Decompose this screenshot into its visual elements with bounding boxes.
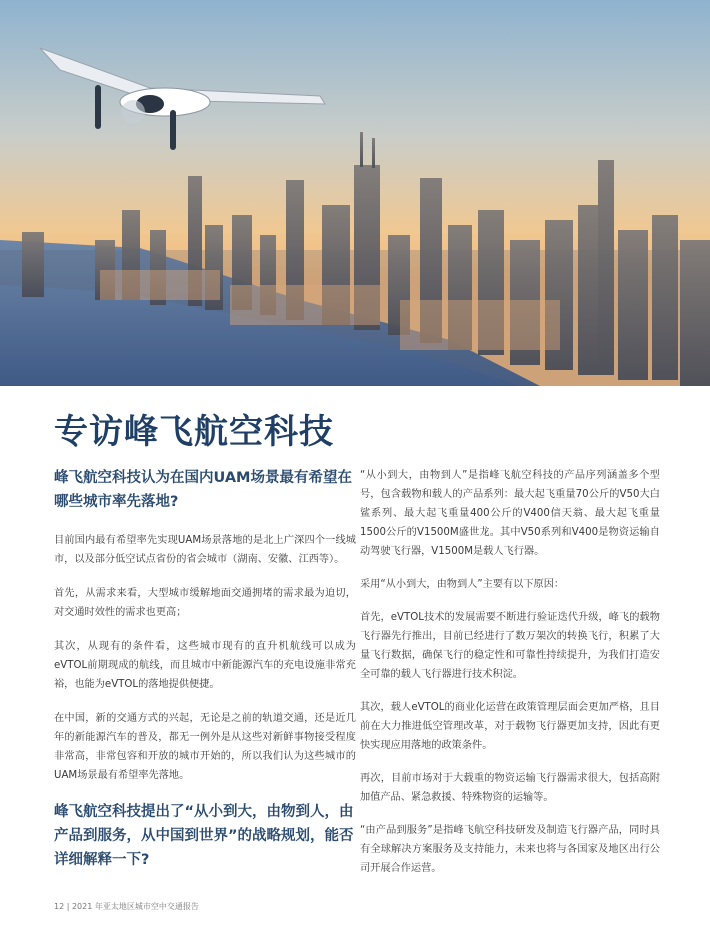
paragraph: 目前国内最有希望率先实现UAM场景落地的是北上广深四个一线城市，以及部分低空试点省份的省会城市（湖南、安徽、江西等）。: [54, 535, 356, 565]
question-2: 峰飞航空科技提出了“从小到大，由物到人，由产品到服务，从中国到世界”的战略规划，能否详细解释一下?: [54, 804, 354, 868]
left-column: [54, 466, 356, 889]
paragraph: 其次，载人eVTOL的商业化运营在政策管理层面会更加严格，且目前在大力推进低空管理改革，对于载物飞行器更加支持，因此有更快实现应用落地的政策条件。: [360, 702, 660, 751]
paragraph: 采用“从小到大，由物到人”主要有以下原因：: [360, 579, 565, 590]
paragraph: 首先，从需求来看，大型城市缓解地面交通拥堵的需求最为迫切，对交通时效性的需求也更高；: [54, 588, 356, 618]
page-title: 专访峰飞航空科技: [54, 412, 334, 452]
paragraph: “由产品到服务”是指峰飞航空科技研发及制造飞行器产品，同时具有全球解决方案服务及支持能力，未来也将与各国家及地区出行公司开展合作运营。: [360, 825, 660, 874]
city-skyline-illustration: [0, 0, 710, 386]
paragraph: “从小到大，由物到人”是指峰飞航空科技的产品序列涵盖多个型号，包含载物和载人的产品系列：最大起飞重量70公斤的V50大白鲨系列、最大起飞重量400公斤的V400信天翁、最大起飞重量1500公斤的V1500M盛世龙。其中V50系列和V400是物资运输自动驾驶飞行器，V1500M是载人飞行器。: [360, 470, 660, 557]
paragraph: 再次，目前市场对于大载重的物资运输飞行器需求很大，包括高附加值产品、紧急救援、特殊物资的运输等。: [360, 773, 660, 803]
hero-image: [0, 0, 710, 386]
question-1: 峰飞航空科技认为在国内UAM场景最有希望在哪些城市率先落地?: [54, 470, 352, 510]
right-column: [360, 466, 660, 892]
paragraph: 在中国，新的交通方式的兴起，无论是之前的轨道交通，还是近几年的新能源汽车的普及，都无一例外是从这些对新鲜事物接受程度非常高，非常包容和开放的城市开始的，所以我们认为这些城市的UAM场景最有希望率先落地。: [54, 713, 356, 781]
paragraph: 其次，从现有的条件看，这些城市现有的直升机航线可以成为eVTOL前期现成的航线，而且城市中新能源汽车的充电设施非常充裕，也能为eVTOL的落地提供便捷。: [54, 641, 356, 690]
page-footer: 12 | 2021 年亚太地区城市空中交通报告: [54, 902, 199, 911]
paragraph: 首先，eVTOL技术的发展需要不断进行验证迭代升级，峰飞的载物飞行器先行推出，目前已经进行了数万架次的转换飞行，积累了大量飞行数据，确保飞行的稳定性和可靠性持续提升，为我们打造安全可靠的载人飞行器进行技术积淀。: [360, 612, 660, 680]
